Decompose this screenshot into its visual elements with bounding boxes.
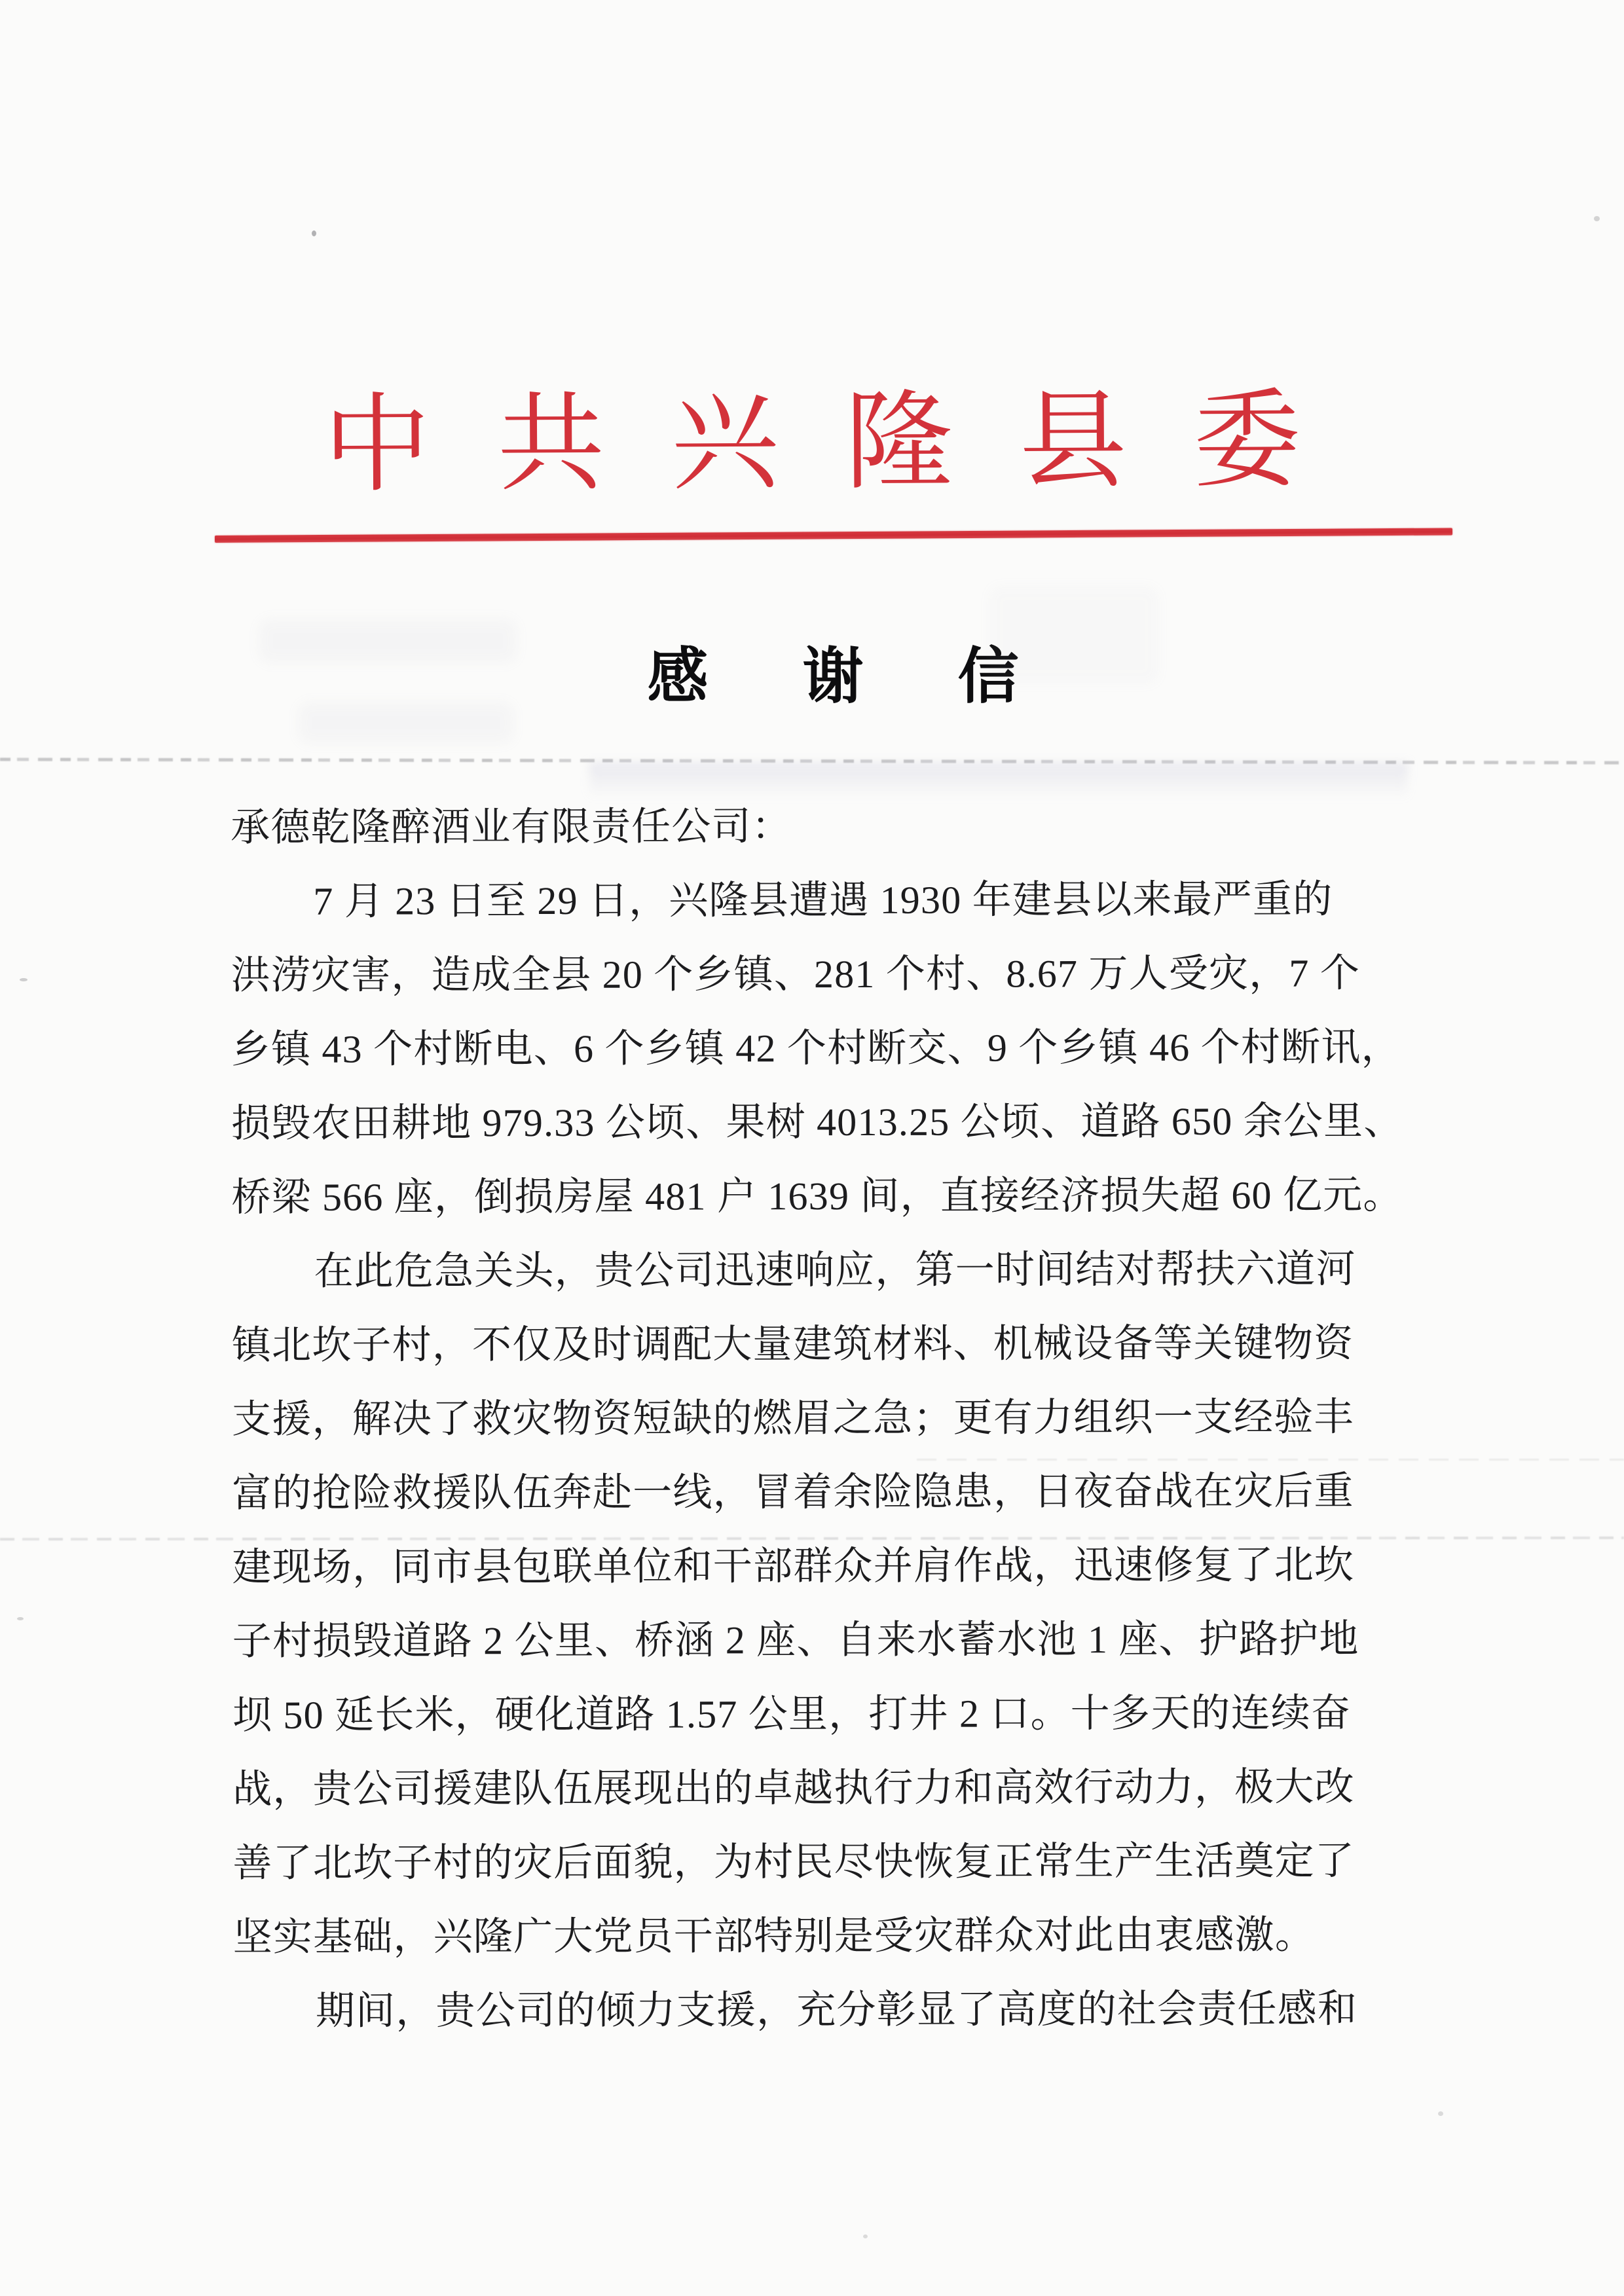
body-line: 镇北坎子村，不仅及时调配大量建筑材料、机械设备等关键物资 [231, 1321, 1354, 1367]
scan-seam-line [0, 757, 1624, 764]
body-line: 洪涝灾害，造成全县 20 个乡镇、281 个村、8.67 万人受灾，7 个 [231, 951, 1361, 997]
letterhead-org-name: 中共兴隆县委 [323, 381, 1368, 505]
letterhead-divider-rule [215, 528, 1452, 543]
body-line: 子村损毁道路 2 公里、桥涵 2 座、自来水蓄水池 1 座、护路护地 [232, 1617, 1359, 1663]
scan-speck [17, 1617, 24, 1620]
scan-speck [1438, 2111, 1443, 2116]
body-line: 支援，解决了救灾物资短缺的燃眉之急；更有力组织一支经验丰 [231, 1395, 1354, 1441]
body-line: 桥梁 566 座，倒损房屋 481 户 1639 间，直接经济损失超 60 亿元。 [231, 1173, 1403, 1219]
body-line: 7 月 23 日至 29 日，兴隆县遭遇 1930 年建县以来最严重的 [313, 877, 1333, 923]
salutation-line: 承德乾隆醉酒业有限责任公司： [231, 805, 792, 849]
scan-speck [20, 978, 28, 981]
body-line: 在此危急关头，贵公司迅速响应，第一时间结对帮扶六道河 [314, 1247, 1356, 1293]
body-line: 善了北坎子村的灾后面貌，为村民尽快恢复正常生产生活奠定了 [232, 1839, 1356, 1885]
body-line: 期间，贵公司的倾力支援，充分彰显了高度的社会责任感和 [315, 1987, 1358, 2033]
body-line: 坚实基础，兴隆广大党员干部特别是受灾群众对此由衷感激。 [232, 1913, 1316, 1959]
body-line: 富的抢险救援队伍奔赴一线，冒着余险隐患，日夜奋战在灾后重 [232, 1469, 1354, 1515]
body-line: 建现场，同市县包联单位和干部群众并肩作战，迅速修复了北坎 [232, 1543, 1355, 1589]
body-paragraph-lines [231, 862, 1461, 2049]
scan-speck [863, 2234, 868, 2238]
scan-speck [312, 230, 316, 236]
body-line: 战，贵公司援建队伍展现出的卓越执行力和高效行动力，极大改 [232, 1765, 1355, 1811]
scan-speck [1594, 216, 1600, 221]
body-line: 损毁农田耕地 979.33 公顷、果树 4013.25 公顷、道路 650 余公里、 [231, 1099, 1404, 1145]
body-line: 坝 50 延长米，硬化道路 1.57 公里，打井 2 口。十多天的连续奋 [232, 1691, 1352, 1737]
document-title: 感谢信 [647, 644, 1113, 711]
letter-body [231, 788, 1461, 2049]
body-line: 乡镇 43 个村断电、6 个乡镇 42 个村断交、9 个乡镇 46 个村断讯， [231, 1025, 1401, 1071]
